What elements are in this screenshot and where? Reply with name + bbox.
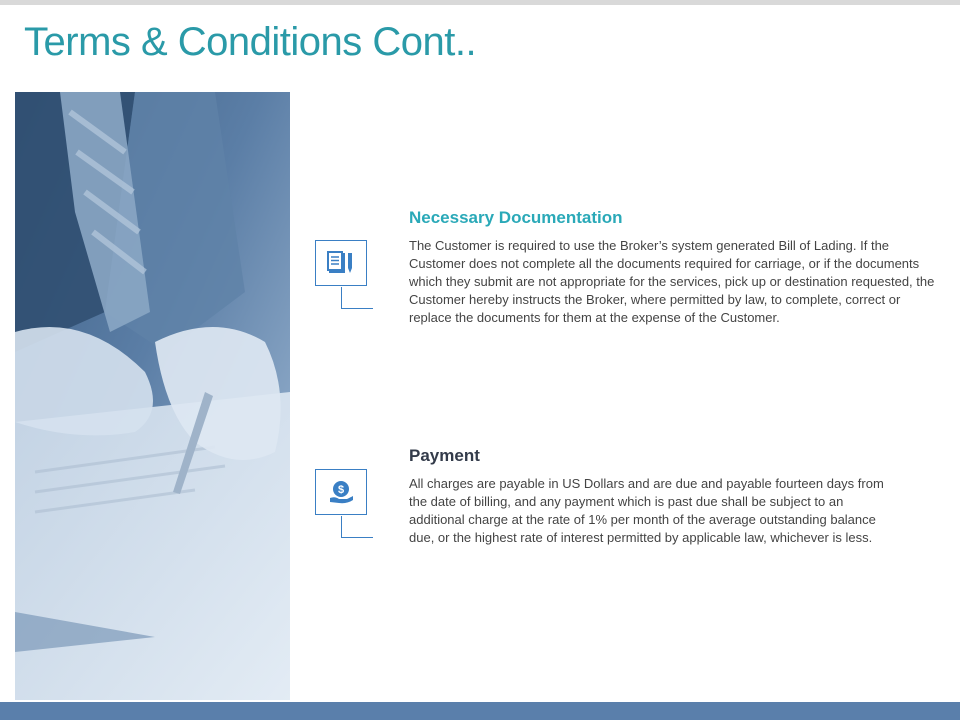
top-accent-bar	[0, 0, 960, 5]
payment-body: All charges are payable in US Dollars and are due and payable fourteen days from the date of billing, and any payment which is past due shall be subject to an additional charge at the rate of 1% per month of the average outstanding balance due, or the highest rate of interest permitted by applicable law, whichever is less.	[409, 476, 884, 545]
bottom-accent-bar	[0, 702, 960, 720]
payment-icon-box	[315, 469, 367, 515]
dollar-hand-icon	[327, 479, 355, 505]
documentation-heading: Necessary Documentation	[409, 208, 623, 227]
payment-heading: Payment	[409, 446, 480, 465]
payment-connector	[341, 516, 373, 538]
documentation-body: The Customer is required to use the Broker’s system generated Bill of Lading. If the Customer does not complete all the documents required for carriage, or if the documents which they submit are not appropriate for the services, pick up or destination requested, the Customer hereby instructs the Broker, where permitted by law, to complete, correct or replace the documents for them at the expense of the Customer.	[409, 238, 935, 325]
documentation-icon-box	[315, 240, 367, 286]
documentation-connector	[341, 287, 373, 309]
slide-title: Terms & Conditions Cont..	[24, 20, 477, 64]
svg-text:$: $	[337, 484, 345, 496]
document-pen-icon	[327, 250, 355, 276]
business-signing-photo	[15, 92, 290, 700]
